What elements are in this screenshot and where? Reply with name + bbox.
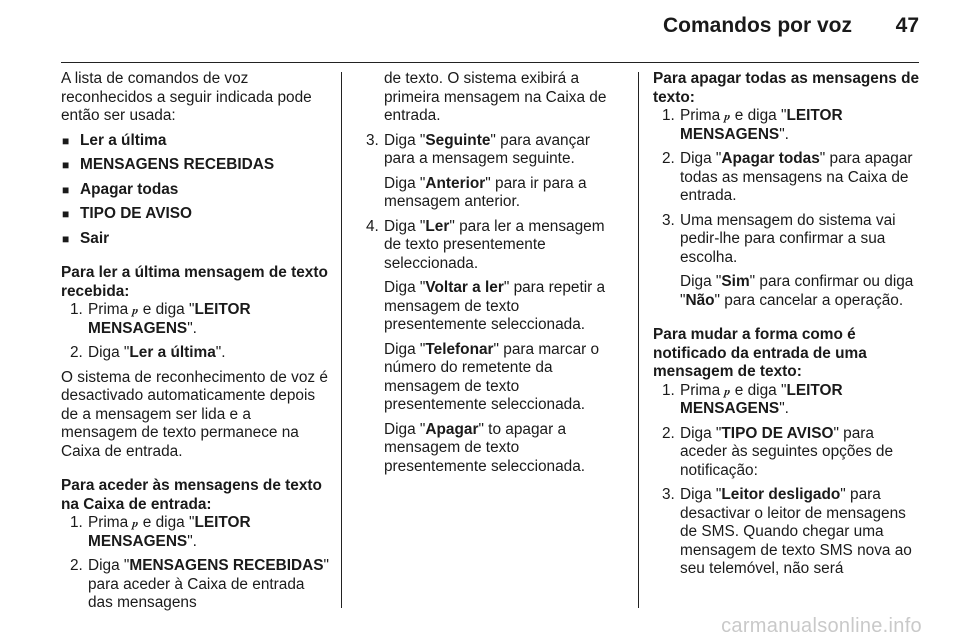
command-list <box>61 132 329 249</box>
step-item: 1. Prima 𝆏 e diga "LEITOR MENSAGENS". <box>662 107 843 143</box>
step-item: 2. Diga "TIPO DE AVISO" para aceder às seguintes opções de notificação: <box>662 424 894 479</box>
bullet-icon: ■ <box>62 158 70 172</box>
step-item: 4. Diga "Ler" para ler a mensagem de texto presentemente seleccionada. <box>366 217 605 272</box>
section-heading: Para aceder às mensagens de texto na Caixa de entrada: <box>61 477 322 513</box>
column-2 <box>357 70 625 476</box>
bullet-icon: ■ <box>62 207 70 221</box>
step-item: 2. Diga "Ler a última". <box>70 344 226 361</box>
page-title: Comandos por voz <box>662 14 852 37</box>
step-item: 1. Prima 𝆏 e diga "LEITOR MENSAGENS". <box>70 301 251 337</box>
step-detail: Diga "Anterior" para ir para a mensagem anterior. <box>384 174 587 210</box>
list-item: ■ Sair <box>62 229 110 247</box>
body-paragraph: de texto. O sistema exibirá a primeira mensagem na Caixa de entrada. <box>384 70 607 124</box>
step-detail: Diga "Apagar" to apagar a mensagem de texto presentemente seleccionada. <box>384 420 586 475</box>
step-item: 2. Diga "Apagar todas" para apagar todas as mensagens na Caixa de entrada. <box>662 150 913 204</box>
step-item: 3. Diga "Seguinte" para avançar para a mensagem seguinte. <box>366 131 590 167</box>
column-divider-2 <box>638 72 639 608</box>
intro-paragraph: A lista de comandos de voz reconhecidos a seguir indicada pode então ser usada: <box>61 70 312 124</box>
list-item: ■ Apagar todas <box>62 180 179 198</box>
section-heading: Para ler a última mensagem de texto recebida: <box>61 264 328 300</box>
step-item: 3. Uma mensagem do sistema vai pedir-lhe para confirmar a sua escolha. <box>662 211 896 266</box>
bullet-icon: ■ <box>62 231 70 246</box>
header-divider <box>61 62 919 63</box>
page-number: 47 <box>895 14 919 37</box>
column-3 <box>653 70 923 579</box>
section-heading: Para mudar a forma como é notificado da entrada de uma mensagem de texto: <box>653 326 867 380</box>
step-item: 1. Prima 𝆏 e diga "LEITOR MENSAGENS". <box>662 381 843 417</box>
step-item: 2. Diga "MENSAGENS RECEBIDAS" para aceder à Caixa de entrada das mensagens <box>70 557 329 611</box>
list-item: ■ Ler a última <box>62 131 167 149</box>
column-divider-1 <box>341 72 342 608</box>
list-item: ■ TIPO DE AVISO <box>62 205 193 222</box>
list-item: ■ MENSAGENS RECEBIDAS <box>62 156 275 173</box>
microphone-icon: 𝆏 <box>132 303 139 317</box>
step-detail: Diga "Sim" para confirmar ou diga "Não" para cancelar a operação. <box>680 273 914 309</box>
watermark: carmanualsonline.info <box>721 615 922 637</box>
step-item: 3. Diga "Leitor desligado" para desactivar o leitor de mensagens de SMS. Quando chegar uma mensagem de texto SMS nova ao seu telemóvel, não será <box>662 486 912 577</box>
step-detail: Diga "Voltar a ler" para repetir a mensagem de texto presentemente seleccionada. <box>384 279 606 333</box>
column-1 <box>61 70 329 613</box>
bullet-icon: ■ <box>62 182 70 197</box>
section-heading: Para apagar todas as mensagens de texto: <box>653 70 920 106</box>
bullet-icon: ■ <box>62 133 70 148</box>
microphone-icon: 𝆏 <box>724 109 731 123</box>
microphone-icon: 𝆏 <box>724 383 731 398</box>
microphone-icon: 𝆏 <box>132 516 139 530</box>
body-paragraph: O sistema de reconhecimento de voz é desactivado automaticamente depois de a mensagem ser lida e a mensagem de texto permanece na Caixa de entrada. <box>61 368 328 460</box>
step-item: 1. Prima 𝆏 e diga "LEITOR MENSAGENS". <box>70 514 251 550</box>
step-detail: Diga "Telefonar" para marcar o número do remetente da mensagem de texto presentemente seleccionada. <box>384 340 600 413</box>
